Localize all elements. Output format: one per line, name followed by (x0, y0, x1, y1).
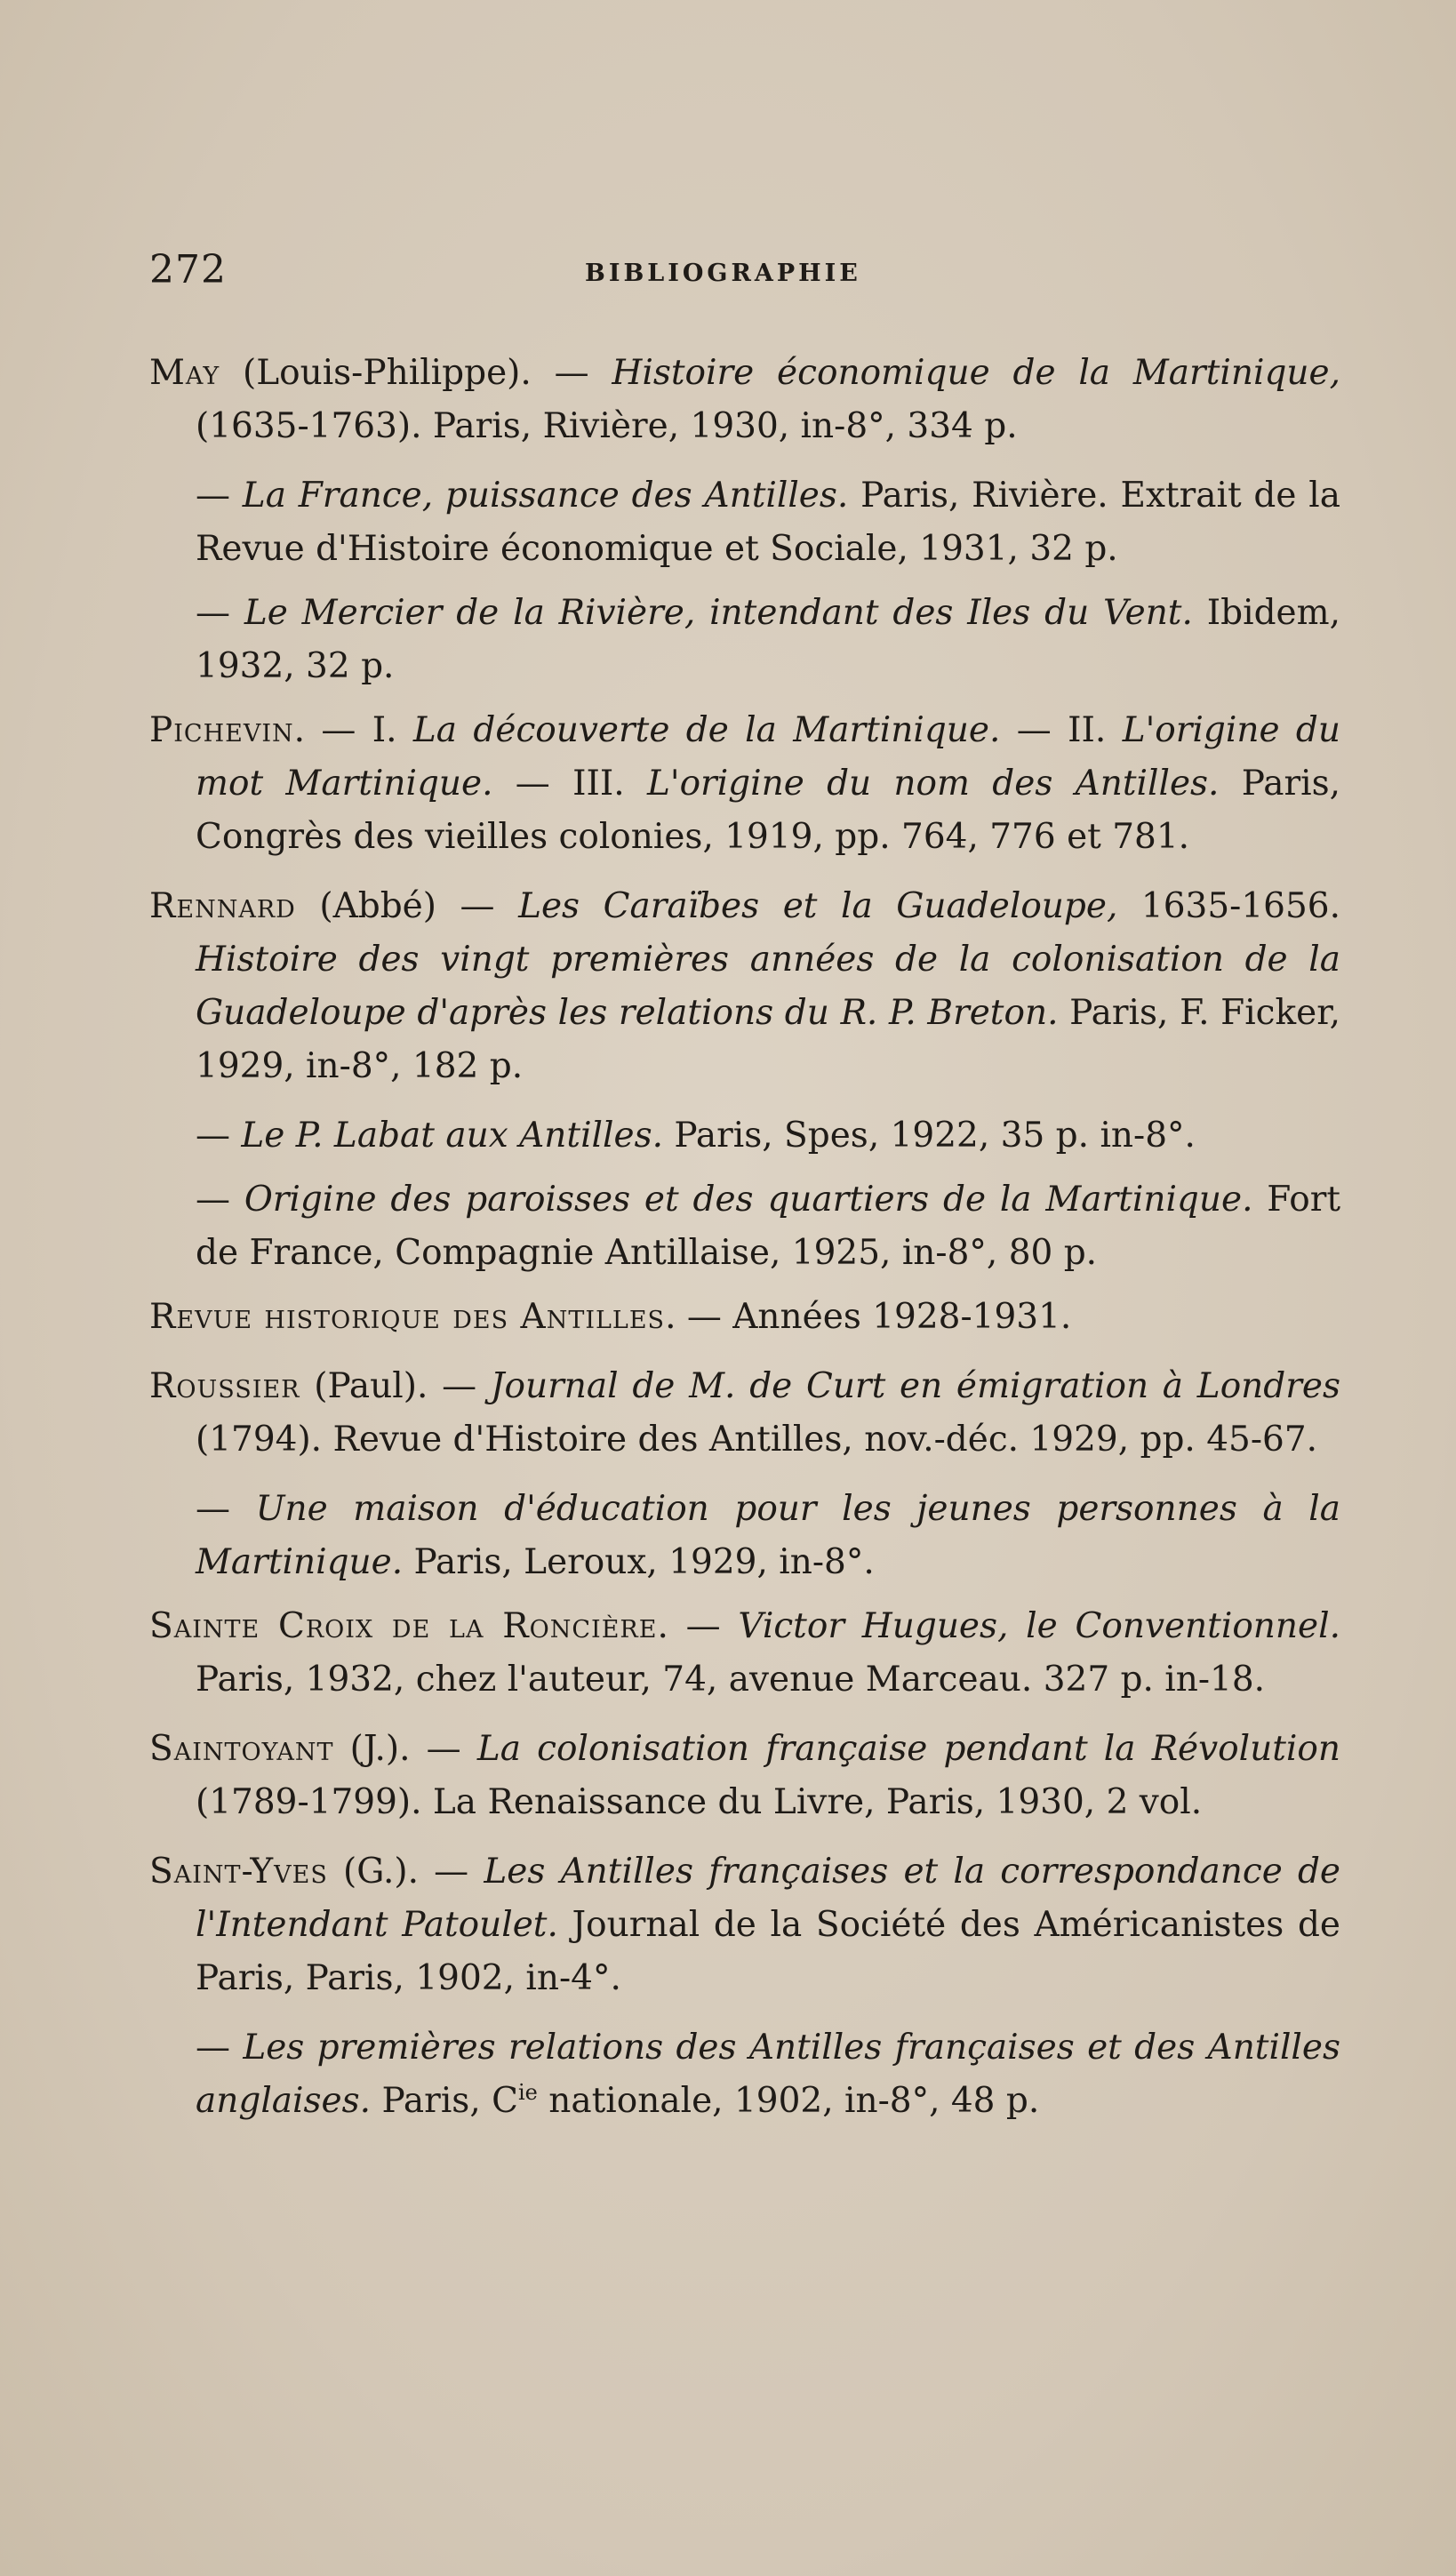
entry-title: Les Antilles françaises et la correspondance de l'Intendant Patoulet. (196, 1852, 1340, 1945)
superscript: ie (517, 2080, 538, 2105)
entry-text: (1794). Revue d'Histoire des Antilles, nov.-déc. 1929, pp. 45-67. (196, 1420, 1318, 1460)
entry-title: Une maison d'éducation pour les jeunes personnes à la Martinique. (196, 1489, 1340, 1582)
entry-title: Le Mercier de la Rivière, intendant des Iles du Vent. (244, 593, 1193, 633)
entry-text: (Abbé) — (295, 886, 519, 926)
entry-text: Paris, Leroux, 1929, in-8°. (403, 1542, 875, 1582)
entry-text: (G.). — (327, 1852, 484, 1892)
bibliography-entry (149, 704, 1340, 864)
bibliography-subentry (149, 469, 1340, 576)
entry-dash: — (196, 593, 244, 633)
entry-text: (Paul). — (300, 1366, 491, 1406)
bibliography-subentry (149, 2021, 1340, 2128)
entry-title: La France, puissance des Antilles. (242, 476, 849, 516)
bibliography-entry (149, 1360, 1340, 1467)
entry-text: Paris, Rivière. Extrait de la Revue d'Histoire économique et Sociale, 1931, 32 p. (196, 476, 1340, 569)
entry-dash: — (196, 1116, 242, 1156)
bibliography-entry (149, 1291, 1340, 1344)
bibliography-entry (149, 1723, 1340, 1829)
bibliography-entry (149, 1845, 1340, 2005)
entry-author: Revue historique des Antilles (149, 1297, 666, 1337)
entry-text: Ibidem, 1932, 32 p. (196, 593, 1341, 686)
entry-author: Sainte Croix de la Roncière (149, 1606, 658, 1646)
entry-dash: — (196, 476, 243, 516)
entry-dash: — (196, 1489, 256, 1529)
bibliography-subentry (149, 1173, 1340, 1280)
bibliography-list (149, 347, 1340, 2139)
entry-text: 1635-1656. (1117, 886, 1340, 926)
entry-text: Paris, C (371, 2081, 518, 2121)
entry-title: Les premières relations des Antilles françaises et des Antilles anglaises. (196, 2028, 1340, 2121)
entry-text: Journal de la Société des Américanistes de Paris, Paris, 1902, in-4°. (196, 1905, 1340, 1998)
entry-title: Les Caraïbes et la Guadeloupe, (518, 886, 1118, 926)
bibliography-entry (149, 880, 1340, 1093)
entry-text: Fort de France, Compagnie Antillaise, 1925, in-8°, 80 p. (196, 1180, 1341, 1273)
entry-text: . — Années 1928-1931. (665, 1297, 1072, 1337)
entry-title: L'origine du nom des Antilles. (646, 764, 1220, 804)
entry-text: — II. (1000, 710, 1123, 750)
entry-title: Journal de M. de Curt en émigration à Londres (490, 1366, 1340, 1406)
bibliography-subentry (149, 1109, 1340, 1163)
running-title: BIBLIOGRAPHIE (585, 260, 861, 287)
bibliography-subentry (149, 1483, 1340, 1589)
entry-text: (Louis-Philippe). — (220, 353, 612, 393)
entry-title: Victor Hugues, le Conventionnel. (738, 1606, 1340, 1646)
entry-dash: — (196, 2028, 244, 2068)
entry-author: Roussier (149, 1366, 300, 1406)
entry-text: (1789-1799). La Renaissance du Livre, Paris, 1930, 2 vol. (196, 1782, 1203, 1822)
entry-author: Saintoyant (149, 1729, 334, 1769)
entry-title: Origine des paroisses et des quartiers de la Martinique. (244, 1180, 1253, 1220)
page-header (149, 247, 1340, 300)
entry-author: Saint-Yves (149, 1852, 328, 1892)
entry-text: (J.). — (333, 1729, 477, 1769)
entry-title: La découverte de la Martinique. (412, 710, 1001, 750)
entry-title: Histoire des vingt premières années de la colonisation de la Guadeloupe d'après les relations du R. P. Breton. (196, 940, 1340, 1033)
entry-title: Histoire économique de la Martinique, (612, 353, 1340, 393)
entry-author: May (149, 353, 220, 393)
entry-text: . — I. (293, 710, 413, 750)
entry-author: Rennard (149, 886, 296, 926)
entry-text: Paris, Spes, 1922, 35 p. in-8°. (662, 1116, 1196, 1156)
entry-title: La colonisation française pendant la Révolution (476, 1729, 1340, 1769)
entry-text: Paris, F. Ficker, 1929, in-8°, 182 p. (196, 993, 1340, 1086)
entry-text: . — (657, 1606, 739, 1646)
entry-author: Pichevin (149, 710, 294, 750)
entry-dash: — (196, 1180, 244, 1220)
entry-text: Paris, 1932, chez l'auteur, 74, avenue Marceau. 327 p. in-18. (196, 1660, 1266, 1700)
page-number: 272 (149, 247, 227, 292)
entry-title: Le P. Labat aux Antilles. (241, 1116, 663, 1156)
bibliography-entry (149, 347, 1340, 453)
bibliography-subentry (149, 587, 1340, 693)
entry-text: nationale, 1902, in-8°, 48 p. (537, 2081, 1040, 2121)
entry-text: (1635-1763). Paris, Rivière, 1930, in-8°, 334 p. (196, 406, 1018, 446)
bibliography-entry (149, 1600, 1340, 1707)
entry-text: — III. (492, 764, 647, 804)
entry-text: Paris, Congrès des vieilles colonies, 1919, pp. 764, 776 et 781. (196, 764, 1341, 857)
entry-title: L'origine du mot Martinique. (196, 710, 1340, 804)
